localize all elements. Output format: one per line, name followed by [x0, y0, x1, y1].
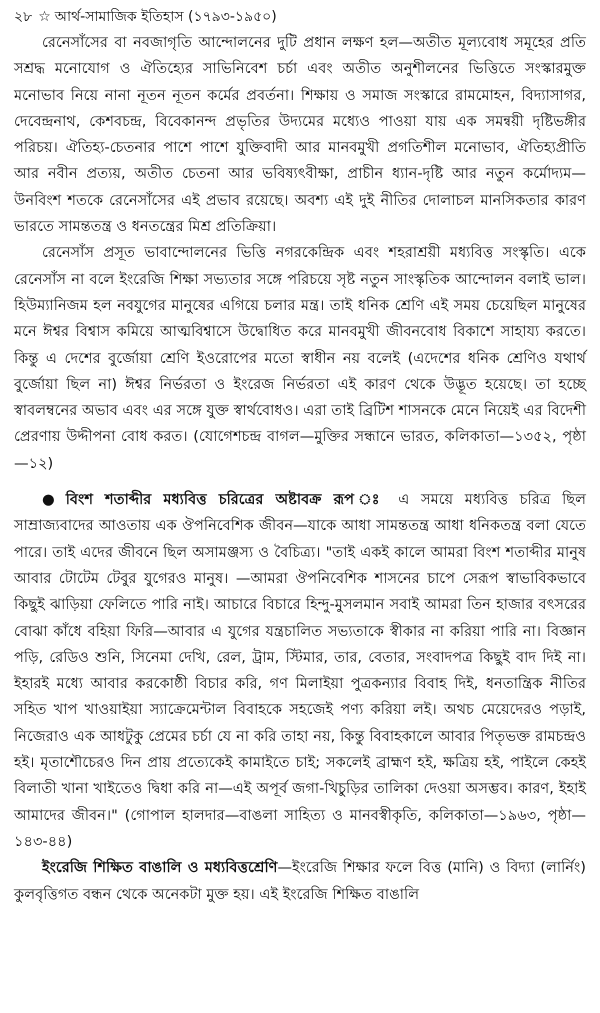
paragraph-text: —ইংরেজি শিক্ষার ফলে বিত্ত (মানি) ও বিদ্যা (লার্নিং) কুলবৃত্তিগত বন্ধন থেকে অনেকটা মুক্ত হয়। এই ইংরেজি শিক্ষিত বাঙালি — [14, 859, 586, 903]
star-icon: ☆ — [38, 9, 51, 25]
book-page — [14, 8, 586, 908]
running-header — [14, 8, 586, 26]
section-heading: ইংরেজি শিক্ষিত বাঙালি ও মধ্যবিত্তশ্রেণি — [42, 859, 278, 877]
paragraph-text: রেনেসাঁসের বা নবজাগৃতি আন্দোলনের দুটি প্রধান লক্ষণ হল—অতীত মূল্যবোধ সমূহের প্রতি সশ্রদ্ধ মনোযোগ ও ঐতিহ্যের সাভিনিবেশ চর্চা এবং অতীত অনুশীলনের ভিত্তিতে সংস্কারমুক্ত মনোভাব নিয়ে নানা নূতন নূতন কর্মের প্রবর্তনা। শিক্ষায় ও সমাজ সংস্কারে রামমোহন, বিদ্যাসাগর, দেবেন্দ্রনাথ, কেশবচন্দ্র, বিবেকানন্দ প্রভৃতির উদ্যমের মধ্যেও পাওয়া যায় এক সমন্বয়ী দৃষ্টিভঙ্গীর পরিচয়। ঐতিহ্য-চেতনার পাশে পাশে যুক্তিবাদী আর মানবমুখী প্রগতিশীল মনোভাব, ঐতিহ্যপ্রীতি আর নবীন প্রত্যয়, অতীত চেতনা আর ভবিষ্যৎবীক্ষা, প্রাচীন ধ্যান-দৃষ্টি আর নতুন কর্মোদ্যম—উনবিংশ শতকে রেনেসাঁসের এই প্রভাব রয়েছে। অবশ্য এই দুই নীতির দোলাচল মানসিকতার কারণ ভারতে সামন্ততন্ত্র ও ধনতন্ত্রের মিশ্র প্রতিক্রিয়া। — [14, 34, 586, 236]
section-gap — [14, 477, 586, 487]
paragraph-text: রেনেসাঁস প্রসূত ভাবান্দোলনের ভিত্তি নগরকেন্দ্রিক এবং শহরাশ্রয়ী মধ্যবিত্ত সংস্কৃতি। একে রেনেসাঁস না বলে ইংরেজি শিক্ষা সভ্যতার সঙ্গে পরিচয়ে সৃষ্ট নতুন সাংস্কৃতিক আন্দোলন বলাই ভাল। হিউম্যানিজম হল নবযুগের মানুষের এগিয়ে চলার মন্ত্র। তাই ধনিক শ্রেণি এই সময় চেয়েছিল মানুষের মনে ঈশ্বর বিশ্বাস কমিয়ে আত্মবিশ্বাসে উদ্বোধিত করে মানবমুখী জীবনবোধ বিকাশে সাহায্য করতে। কিন্তু এ দেশের বুর্জোয়া শ্রেণি ইওরোপের মতো স্বাধীন নয় বলেই (এদেশের ধনিক শ্রেণিও যথার্থ বুর্জোয়া ছিল না) ঈশ্বর নির্ভরতা ও ইংরেজ নির্ভরতা এই কারণ থেকে উদ্ভূত হয়েছে। তা হচ্ছে স্বাবলম্বনের অভাব এবং এর সঙ্গে যুক্ত স্বার্থবোধও। এরা তাই ব্রিটিশ শাসনকে মেনে নিয়েই এর বিদেশী প্রেরণায় উদ্দীপনা বোধ করত। (যোগেশচন্দ্র বাগল—মুক্তির সন্ধানে ভারত, কলিকাতা—১৩৫২, পৃষ্ঠা—১২) — [14, 244, 586, 472]
page-number: ২৮ — [14, 9, 33, 25]
paragraph-renaissance-features — [14, 30, 586, 240]
paragraph-text: এ সময়ে মধ্যবিত্ত চরিত্র ছিল সাম্রাজ্যবাদের আওতায় এক ঔপনিবেশিক জীবন—যাকে আধা সামন্ততন্ত্র আধা ধনিকতন্ত্র বলা যেতে পারে। তাই এদের জীবনে ছিল অসামঞ্জস্য ও বৈচিত্র্য। "তাই একই কালে আমরা বিংশ শতাব্দীর মানুষ আবার টোটেম টেবুর যুগেরও মানুষ। —আমরা ঔপনিবেশিক শাসনের চাপে সেরূপ স্বাভাবিকভাবে কিছুই ঝাড়িয়া ফেলিতে পারি নাই। আচারে বিচারে হিন্দু-মুসলমান সবাই আমরা তিন হাজার বৎসরের বোঝা কাঁধে বহিয়া ফিরি—আবার এ যুগের যন্ত্রচালিত সভ্যতাকে স্বীকার না করিয়া পারি না। বিজ্ঞান পড়ি, রেডিও শুনি, সিনেমা দেখি, রেল, ট্রাম, স্টিমার, তার, বেতার, সংবাদপত্র কিছুই বাদ দিই না। ইহারই মধ্যে আবার করকোষ্ঠী বিচার করি, গণ মিলাইয়া পুত্রকন্যার বিবাহ দিই, ধনতান্ত্রিক নীতির সহিত খাপ খাওয়াইয়া স্যাক্রেমেন্টাল বিবাহকে সহজেই পণ্য করিয়া লই। অথচ মেয়েদেরও পড়াই, নিজেরাও এক আধটুকু প্রেমের চর্চা যে না করি তাহা নয়, কিন্তু বিবাহকালে আবার পিতৃভক্ত রামচন্দ্রও হই। মৃতাশৌচেরও দিন প্রায় প্রত্যেকেই কামাইতে চাই; সকলেই ব্রাহ্মণ হই, ক্ষত্রিয় হই, পাইলে কেহই বিলাতী খানা খাইতেও দ্বিধা করি না—এই অপূর্ব জগা-খিচুড়ির তালিকা দেওয়া অসম্ভব। কারণ, ইহাই আমাদের জীবন।" (গোপাল হালদার—বাঙলা সাহিত্য ও মানবস্বীকৃতি, কলিকাতা—১৯৬৩, পৃষ্ঠা—১৪৩-৪৪) — [14, 491, 587, 850]
bullet-icon: ● — [42, 491, 62, 509]
section-heading: বিংশ শতাব্দীর মধ্যবিত্ত চরিত্রের অষ্টাবক্র রূপ ঃ — [65, 491, 387, 509]
paragraph-middle-class-character — [14, 487, 586, 855]
paragraph-renaissance-basis — [14, 240, 586, 477]
paragraph-english-educated — [14, 855, 586, 908]
book-title: আর্থ-সামাজিক ইতিহাস (১৭৯৩-১৯৫০) — [54, 9, 277, 25]
